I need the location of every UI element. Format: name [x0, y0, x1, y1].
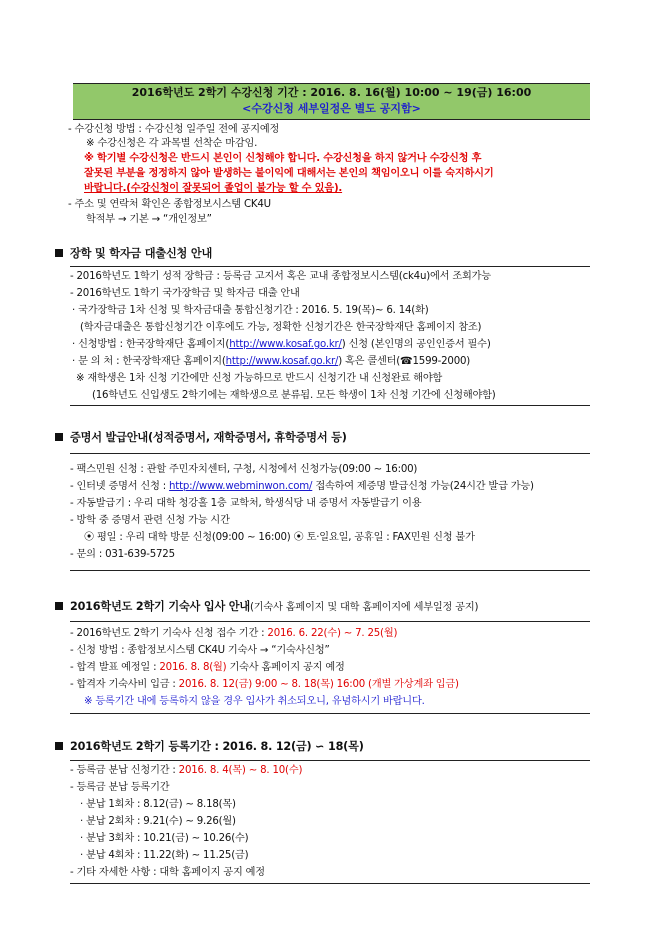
divider — [70, 760, 590, 761]
cert-vacation: - 방학 중 증명서 관련 신청 가능 시간 — [70, 515, 230, 526]
dorm-payment: - 합격자 기숙사비 입금 : 2016. 8. 12(금) 9:00 ∼ 8. 18(목) 16:00 (개별 가상계좌 입금) — [70, 679, 459, 690]
scholarship-grade: - 2016학년도 1학기 성적 장학금 : 등록금 고지서 혹은 교내 종합정보시스템(ck4u)에서 조회가능 — [70, 271, 491, 282]
dorm-application: - 2016학년도 2학기 기숙사 신청 접수 기간 : 2016. 6. 22(수) ∼ 7. 25(월) — [70, 628, 398, 639]
enroll-warning-line2: 잘못된 부분을 정정하지 않아 발생하는 불이익에 대해서는 본인의 책임이오니 이를 숙지하시기 — [84, 168, 494, 179]
bullet-square-icon — [55, 249, 63, 257]
divider — [70, 453, 590, 454]
kosaf-link[interactable]: http://www.kosaf.go.kr/ — [229, 339, 342, 350]
scholarship-heading: 장학 및 학자금 대출신청 안내 — [55, 246, 212, 261]
address-check: - 주소 및 연락처 확인은 종합정보시스템 CK4U — [68, 199, 271, 210]
reg-installment-3: · 분납 3회차 : 10.21(금) ∼ 10.26(수) — [80, 833, 249, 844]
certificate-heading: 증명서 발급안내(성적증명서, 재학증명서, 휴학증명서 등) — [55, 430, 347, 445]
divider — [70, 883, 590, 884]
dorm-method: - 신청 방법 : 종합정보시스템 CK4U 기숙사 → “기숙사신청” — [70, 645, 330, 656]
bullet-square-icon — [55, 742, 63, 750]
reg-installment-4: · 분납 4회차 : 11.22(화) ∼ 11.25(금) — [80, 850, 249, 861]
enroll-warning-line3: 바랍니다.(수강신청이 잘못되어 졸업이 불가능 할 수 있음). — [84, 183, 343, 194]
divider — [70, 570, 590, 571]
divider — [70, 713, 590, 714]
dorm-announcement: - 합격 발표 예정일 : 2016. 8. 8(월) 기숙사 홈페이지 공지 예정 — [70, 662, 345, 673]
cert-fax: - 팩스민원 신청 : 관할 주민자치센터, 구청, 시청에서 신청가능(09:00 ∼ 16:00) — [70, 464, 418, 475]
scholarship-national: - 2016학년도 1학기 국가장학금 및 학자금 대출 안내 — [70, 288, 300, 299]
bullet-square-icon — [55, 602, 63, 610]
enroll-first-come: ※ 수강신청은 각 과목별 선착순 마감임. — [86, 138, 258, 149]
reg-other-info: - 기타 자세한 사항 : 대학 홈페이지 공지 예정 — [70, 867, 265, 878]
cert-kiosk: - 자동발급기 : 우리 대학 청강홀 1층 교학처, 학생식당 내 증명서 자동발급기 이용 — [70, 498, 422, 509]
address-check-path: 학적부 → 기본 → “개인정보” — [86, 214, 212, 225]
webminwon-link[interactable]: http://www.webminwon.com/ — [169, 481, 313, 492]
reg-installment-2: · 분납 2회차 : 9.21(수) ∼ 9.26(월) — [80, 816, 236, 827]
divider — [70, 266, 590, 267]
scholarship-notice: ※ 재학생은 1차 신청 기간에만 신청 가능하므로 반드시 신청기간 내 신청완료 해야함 — [76, 373, 443, 384]
dorm-heading: 2016학년도 2학기 기숙사 입사 안내(기숙사 홈페이지 및 대학 홈페이지에 세부일정 공지) — [55, 599, 478, 615]
reg-installment-apply: - 등록금 분납 신청기간 : 2016. 8. 4(목) ∼ 8. 10(수) — [70, 765, 303, 776]
divider — [70, 405, 590, 406]
reg-installment-period: - 등록금 분납 등록기간 — [70, 782, 170, 793]
scholarship-notice-2: (16학년도 신입생도 2학기에는 재학생으로 분류됨. 모든 학생이 1차 신청 기간에 신청해야함) — [92, 390, 496, 401]
enrollment-period-note: <수강신청 세부일정은 별도 공지함> — [242, 102, 421, 115]
registration-heading: 2016학년도 2학기 등록기간 : 2016. 8. 12(금) ∽ 18(목) — [55, 739, 364, 754]
bullet-square-icon — [55, 433, 63, 441]
divider — [70, 621, 590, 622]
scholarship-method: · 신청방법 : 한국장학재단 홈페이지(http://www.kosaf.go.kr/) 신청 (본인명의 공인인증서 필수) — [72, 339, 491, 350]
reg-installment-1: · 분납 1회차 : 8.12(금) ∼ 8.18(목) — [80, 799, 236, 810]
scholarship-period: · 국가장학금 1차 신청 및 학자금대출 통합신청기간 : 2016. 5. 19(목)~ 6. 14(화) — [72, 305, 429, 316]
scholarship-loan-note: (학자금대출은 통합신청기간 이후에도 가능, 정확한 신청기간은 한국장학재단 홈페이지 참조) — [80, 322, 482, 333]
scholarship-contact: · 문 의 처 : 한국장학재단 홈페이지(http://www.kosaf.go.kr/) 혹은 콜센터(☎1599-2000) — [72, 356, 471, 367]
cert-internet: - 인터넷 증명서 신청 : http://www.webminwon.com/ 접속하여 제증명 발급신청 가능(24시간 발급 가능) — [70, 481, 534, 492]
enrollment-period-banner — [73, 83, 590, 120]
cert-vacation-hours: ⦿ 평일 : 우리 대학 방문 신청(09:00 ∼ 16:00) ⦿ 토·일요일, 공휴일 : FAX민원 신청 불가 — [84, 532, 475, 543]
enroll-method: - 수강신청 방법 : 수강신청 일주일 전에 공지예정 — [68, 124, 280, 135]
cert-contact: - 문의 : 031-639-5725 — [70, 549, 175, 560]
kosaf-link-2[interactable]: http://www.kosaf.go.kr/ — [225, 356, 339, 367]
enroll-warning-line1: ※ 학기별 수강신청은 반드시 본인이 신청해야 합니다. 수강신청을 하지 않거나 수강신청 후 — [84, 153, 482, 164]
dorm-notice: ※ 등록기간 내에 등록하지 않을 경우 입사가 취소되오니, 유념하시기 바랍니다. — [84, 696, 425, 707]
enrollment-period-title: 2016학년도 2학기 수강신청 기간 : 2016. 8. 16(월) 10:00 ∼ 19(금) 16:00 — [131, 86, 532, 99]
